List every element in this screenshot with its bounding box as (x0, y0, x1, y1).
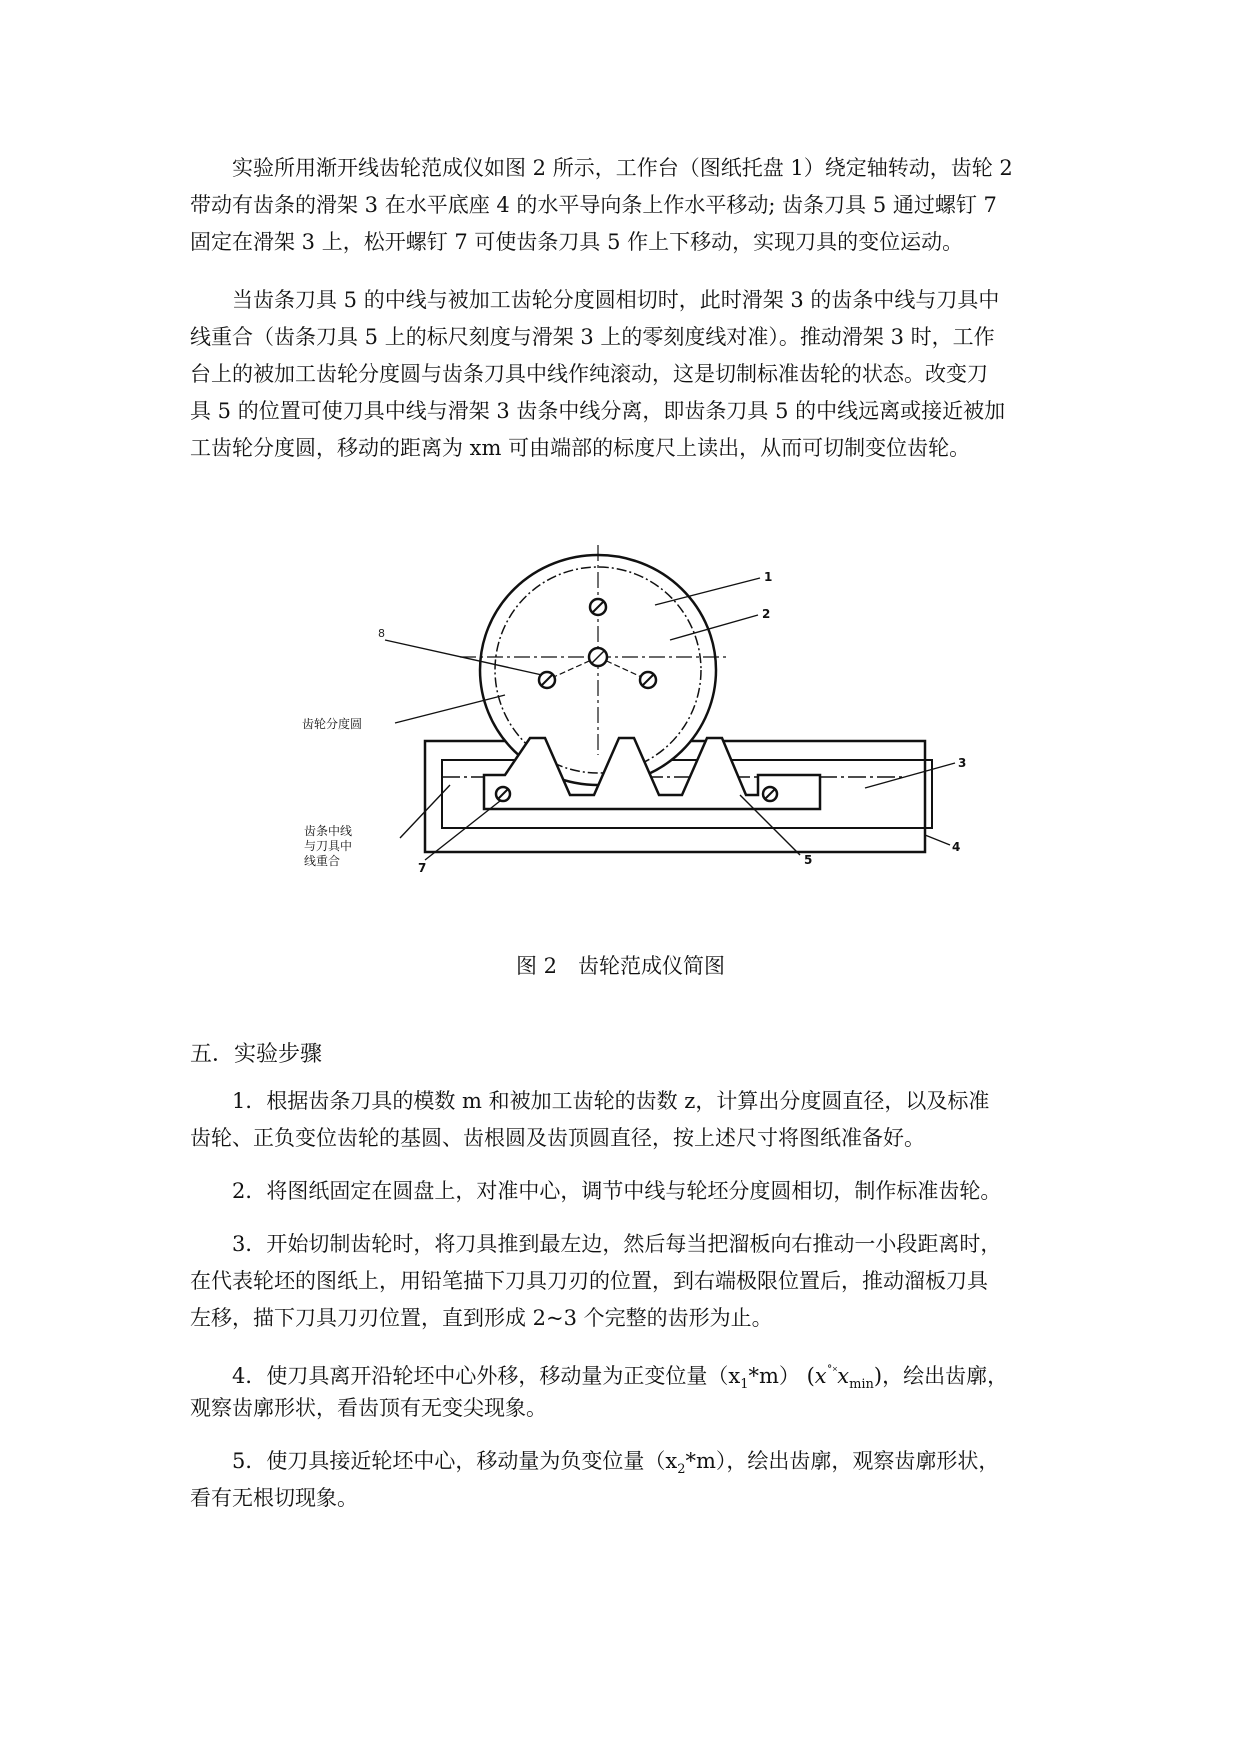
subscript: 1 (740, 1377, 749, 1393)
text-line: 实验所用渐开线齿轮范成仪如图 2 所示，工作台（图纸托盘 1）绕定轴转动，齿轮 2 (232, 156, 1013, 180)
leader-line-3 (865, 763, 955, 788)
cutter-screw (496, 787, 510, 801)
text-line: 4．使刀具离开沿轮坯中心外移，移动量为正变位量$(x_1*m)$ $(x^{˚˟}x_{min})$，绘出齿廓， (232, 1364, 1009, 1393)
label-5: 5 (804, 853, 813, 867)
text-line: 3．开始切制齿轮时，将刀具推到最左边，然后每当把溜板向右推动一小段距离时， (232, 1232, 1002, 1256)
step-5-cont (190, 1480, 1060, 1517)
math-variable: x (837, 1364, 850, 1388)
text-line: 看有无根切现象。 (190, 1486, 358, 1510)
math-variable: x (814, 1364, 827, 1388)
text-line: 左移，描下刀具刀刃位置，直到形成 2~3 个完整的齿形为止。 (190, 1306, 773, 1330)
intro-paragraph-2-cont (190, 319, 1060, 467)
leader-line-4 (925, 835, 950, 845)
text-line: 1．根据齿条刀具的模数 m 和被加工齿轮的齿数 z，计算出分度圆直径，以及标准 (232, 1089, 990, 1113)
text-line: 工齿轮分度圆，移动的距离为 xm 可由端部的标度尺上读出，从而可切制变位齿轮。 (190, 436, 971, 460)
figure-caption: 图 2 齿轮范成仪简图 (515, 954, 726, 978)
label-centerline-2: 与刀具中 (304, 839, 353, 853)
step-5-text: 5．使刀具接近轮坯中心，移动量为负变位量（x (232, 1449, 678, 1473)
label-8: 8 (378, 627, 385, 640)
step-3-cont (190, 1263, 1060, 1337)
screw (640, 672, 656, 688)
step-4-text: 4．使刀具离开沿轮坯中心外移，移动量为正变位量（x (232, 1364, 741, 1388)
label-4: 4 (952, 840, 961, 854)
intro-paragraph-1-cont (190, 187, 1060, 261)
cutter-screw (763, 787, 777, 801)
text-line: 在代表轮坯的图纸上，用铅笔描下刀具刀刃的位置，到右端极限位置后，推动溜板刀具 (190, 1269, 988, 1293)
text-line: 观察齿廓形状，看齿顶有无变尖现象。 (190, 1396, 547, 1420)
step-4-text: ，绘出齿廓， (882, 1364, 1009, 1388)
step-3 (190, 1226, 1102, 1263)
step-4-cont (190, 1390, 1060, 1427)
text-line: 具 5 的位置可使刀具中线与滑架 3 齿条中线分离，即齿条刀具 5 的中线远离或接近被加 (190, 399, 1006, 423)
gear-generator-diagram (290, 545, 970, 930)
step-4-text: *m） (748, 1364, 800, 1388)
label-1: 1 (764, 570, 773, 584)
text-line: 2．将图纸固定在圆盘上，对准中心，调节中线与轮坯分度圆相切，制作标准齿轮。 (232, 1179, 1002, 1203)
text-line: 当齿条刀具 5 的中线与被加工齿轮分度圆相切时，此时滑架 3 的齿条中线与刀具中 (232, 288, 1000, 312)
text-line: 线重合（齿条刀具 5 上的标尺刻度与滑架 3 上的零刻度线对准）。推动滑架 3 时，工作 (190, 325, 995, 349)
text-line: 固定在滑架 3 上，松开螺钉 7 可使齿条刀具 5 作上下移动，实现刀具的变位运动。 (190, 230, 964, 254)
step-1-cont (190, 1120, 1060, 1157)
label-centerline-3: 线重合 (304, 854, 341, 868)
text-line: 带动有齿条的滑架 3 在水平底座 4 的水平导向条上作水平移动; 齿条刀具 5 通过螺钉 7 (190, 193, 997, 217)
screw (590, 599, 606, 615)
label-3: 3 (958, 756, 967, 770)
label-7: 7 (418, 861, 427, 875)
step-5-text: *m），绘出齿廓，观察齿廓形状， (685, 1449, 1000, 1473)
gear-blank-disk (480, 555, 716, 785)
label-centerline-1: 齿条中线 (304, 824, 353, 838)
text-line: 台上的被加工齿轮分度圆与齿条刀具中线作纯滚动，这是切制标准齿轮的状态。改变刀 (190, 362, 988, 386)
step-1 (190, 1083, 1102, 1120)
step-2 (190, 1173, 1102, 1210)
section-heading: 五．实验步骤 (190, 1042, 323, 1067)
label-2: 2 (762, 607, 771, 621)
intro-paragraph-2 (190, 282, 1102, 319)
math-subscript: min (849, 1377, 874, 1393)
center-hub (589, 648, 607, 666)
intro-paragraph-1 (190, 150, 1102, 187)
subscript: 2 (677, 1462, 686, 1478)
text-line: 齿轮、正负变位齿轮的基圆、齿根圆及齿顶圆直径，按上述尺寸将图纸准备好。 (190, 1126, 925, 1150)
math-glyph: ˚˟ (826, 1364, 838, 1378)
label-pitch-circle: 齿轮分度圆 (302, 717, 363, 731)
